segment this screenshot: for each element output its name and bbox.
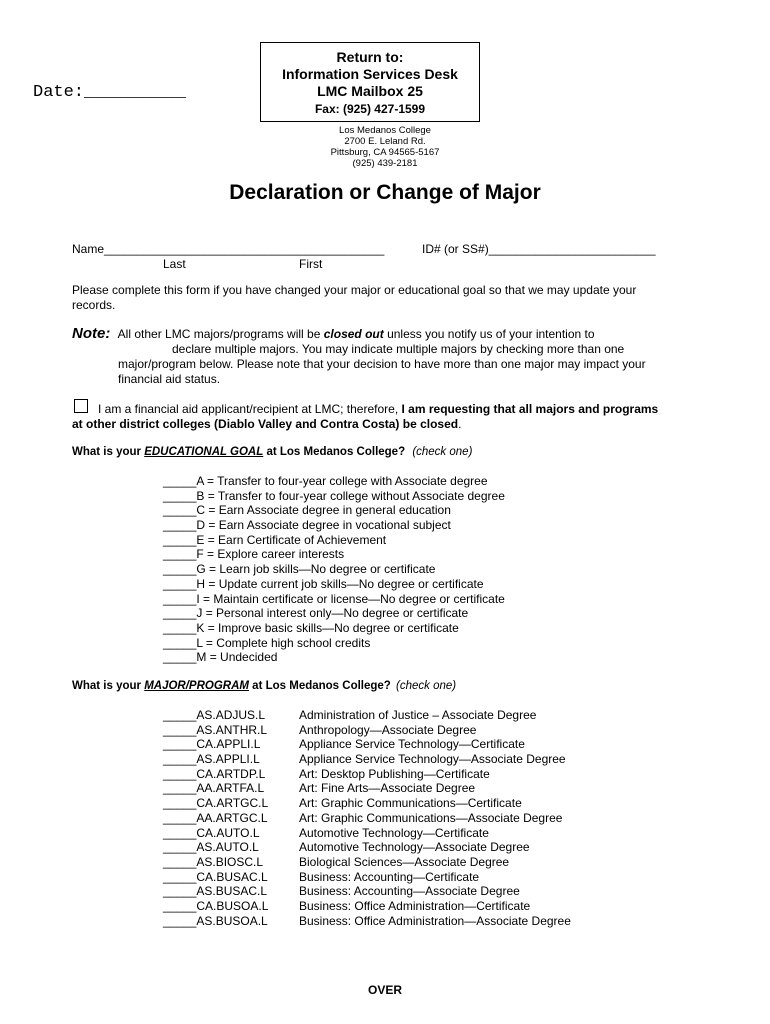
- note-line: major/program below. Please note that your decision to have more than one major may impact your: [118, 357, 646, 371]
- major-description: Art: Desktop Publishing—Certificate: [299, 766, 490, 781]
- major-code: _____CA.AUTO.L: [163, 825, 260, 840]
- goal-option[interactable]: _____C = Earn Associate degree in general education: [163, 503, 451, 518]
- first-name-caption: First: [299, 257, 323, 271]
- major-option[interactable]: [163, 870, 571, 885]
- major-description: Biological Sciences—Associate Degree: [299, 854, 510, 869]
- date-field[interactable]: Date:__________: [33, 83, 187, 102]
- college-name: Los Medanos College: [339, 125, 431, 136]
- note-line: declare multiple majors. You may indicate multiple majors by checking more than one: [172, 342, 625, 356]
- major-option[interactable]: [163, 899, 571, 914]
- goal-option[interactable]: _____H = Update current job skills—No degree or certificate: [163, 576, 484, 591]
- college-phone: (925) 439-2181: [352, 158, 418, 169]
- question-text: at Los Medanos College?: [248, 680, 391, 692]
- major-option[interactable]: [163, 826, 571, 841]
- intro-line: Please complete this form if you have changed your major or educational goal so that we may update your: [72, 283, 637, 297]
- major-code: _____CA.ARTGC.L: [163, 796, 269, 811]
- major-description: Business: Office Administration—Certificate: [299, 898, 531, 913]
- return-to-label: Return to:: [336, 49, 404, 65]
- major-option[interactable]: [163, 723, 571, 738]
- educational-goal-question: [72, 446, 472, 458]
- financial-aid-text: I am a financial aid applicant/recipient at LMC; therefore,: [98, 402, 402, 416]
- major-option[interactable]: [163, 796, 571, 811]
- major-code: _____CA.BUSAC.L: [163, 869, 268, 884]
- return-to-mailbox: LMC Mailbox 25: [317, 83, 423, 99]
- goal-option[interactable]: _____L = Complete high school credits: [163, 635, 371, 650]
- goal-option[interactable]: _____D = Earn Associate degree in vocational subject: [163, 518, 451, 533]
- major-option[interactable]: [163, 708, 571, 723]
- id-field[interactable]: ID# (or SS#)_________________________: [422, 242, 656, 256]
- major-code: _____CA.APPLI.L: [163, 737, 261, 752]
- major-code: _____AA.ARTGC.L: [163, 810, 268, 825]
- major-option[interactable]: [163, 840, 571, 855]
- major-code: _____CA.BUSOA.L: [163, 898, 269, 913]
- note-label: Note:: [72, 325, 111, 342]
- major-code: _____AA.ARTFA.L: [163, 781, 265, 796]
- major-question: [72, 680, 456, 692]
- return-to-desk: Information Services Desk: [282, 66, 458, 82]
- major-code: _____AS.APPLI.L: [163, 752, 260, 767]
- question-keyword: EDUCATIONAL GOAL: [144, 446, 264, 458]
- major-code: _____CA.ARTDP.L: [163, 766, 266, 781]
- major-option[interactable]: [163, 884, 571, 899]
- goal-option[interactable]: _____B = Transfer to four-year college without Associate degree: [163, 488, 505, 503]
- note-text: All other LMC majors/programs will be: [117, 327, 324, 341]
- major-code: _____AS.ANTHR.L: [163, 722, 268, 737]
- major-code: _____AS.ADJUS.L: [163, 708, 266, 722]
- intro-text: [72, 283, 636, 313]
- major-description: Art: Fine Arts—Associate Degree: [299, 781, 476, 796]
- page-footer-over: OVER: [367, 983, 402, 997]
- question-text: What is your: [72, 446, 145, 458]
- note-line: financial aid status.: [118, 372, 221, 386]
- college-address: [285, 125, 485, 169]
- page-title: Declaration or Change of Major: [229, 181, 541, 204]
- note-text: unless you notify us of your intention to: [383, 327, 595, 341]
- major-code: _____AS.BUSAC.L: [163, 884, 268, 899]
- question-text: What is your: [72, 680, 145, 692]
- goal-option[interactable]: _____E = Earn Certificate of Achievement: [163, 532, 387, 547]
- major-option[interactable]: [163, 914, 571, 929]
- major-description: Administration of Justice – Associate Degree: [299, 708, 537, 722]
- major-code: _____AS.AUTO.L: [163, 840, 259, 855]
- major-option[interactable]: [163, 781, 571, 796]
- major-description: Appliance Service Technology—Associate Degree: [299, 752, 566, 767]
- question-text: at Los Medanos College?: [263, 446, 406, 458]
- financial-aid-period: .: [458, 417, 462, 431]
- major-description: Anthropology—Associate Degree: [299, 722, 477, 737]
- college-street: 2700 E. Leland Rd.: [344, 136, 426, 147]
- question-keyword: MAJOR/PROGRAM: [144, 680, 249, 692]
- major-description: Appliance Service Technology—Certificate: [299, 737, 525, 752]
- major-option[interactable]: [163, 855, 571, 870]
- goal-option[interactable]: _____J = Personal interest only—No degree or certificate: [163, 606, 469, 621]
- financial-aid-request: I am requesting that all majors and programs: [401, 402, 659, 416]
- return-to-fax: Fax: (925) 427-1599: [314, 102, 426, 116]
- major-code: _____AS.BUSOA.L: [163, 913, 268, 928]
- major-description: Business: Accounting—Certificate: [299, 869, 480, 884]
- name-field[interactable]: Name__________________________________________: [72, 242, 385, 256]
- college-city: Pittsburg, CA 94565-5167: [330, 147, 440, 158]
- goal-option[interactable]: _____K = Improve basic skills—No degree or certificate: [163, 620, 459, 635]
- major-option[interactable]: [163, 752, 571, 767]
- goal-option[interactable]: _____F = Explore career interests: [163, 547, 345, 562]
- major-description: Business: Accounting—Associate Degree: [299, 884, 520, 899]
- major-option[interactable]: [163, 737, 571, 752]
- educational-goal-list: [163, 474, 505, 665]
- return-to-box: [260, 42, 480, 122]
- major-program-list: [163, 708, 571, 928]
- goal-option[interactable]: _____G = Learn job skills—No degree or certificate: [163, 562, 436, 577]
- major-option[interactable]: [163, 811, 571, 826]
- major-option[interactable]: [163, 767, 571, 782]
- goal-option[interactable]: _____M = Undecided: [163, 650, 278, 665]
- goal-option[interactable]: _____A = Transfer to four-year college with Associate degree: [163, 474, 488, 488]
- major-description: Art: Graphic Communications—Associate Degree: [299, 810, 563, 825]
- note-emphasis: closed out: [323, 327, 384, 341]
- last-name-caption: Last: [163, 257, 186, 271]
- goal-option[interactable]: _____I = Maintain certificate or license—No degree or certificate: [163, 591, 505, 606]
- question-hint: (check one): [412, 446, 473, 458]
- question-hint: (check one): [396, 680, 457, 692]
- major-description: Automotive Technology—Certificate: [299, 825, 489, 840]
- financial-aid-request: at other district colleges (Diablo Valley and Contra Costa) be closed: [72, 417, 459, 431]
- major-code: _____AS.BIOSC.L: [163, 854, 264, 869]
- major-description: Art: Graphic Communications—Certificate: [299, 796, 522, 811]
- note-block: [72, 326, 646, 387]
- major-description: Business: Office Administration—Associate Degree: [299, 913, 571, 928]
- intro-line: records.: [72, 298, 116, 312]
- major-description: Automotive Technology—Associate Degree: [299, 840, 530, 855]
- financial-aid-statement: [72, 402, 658, 432]
